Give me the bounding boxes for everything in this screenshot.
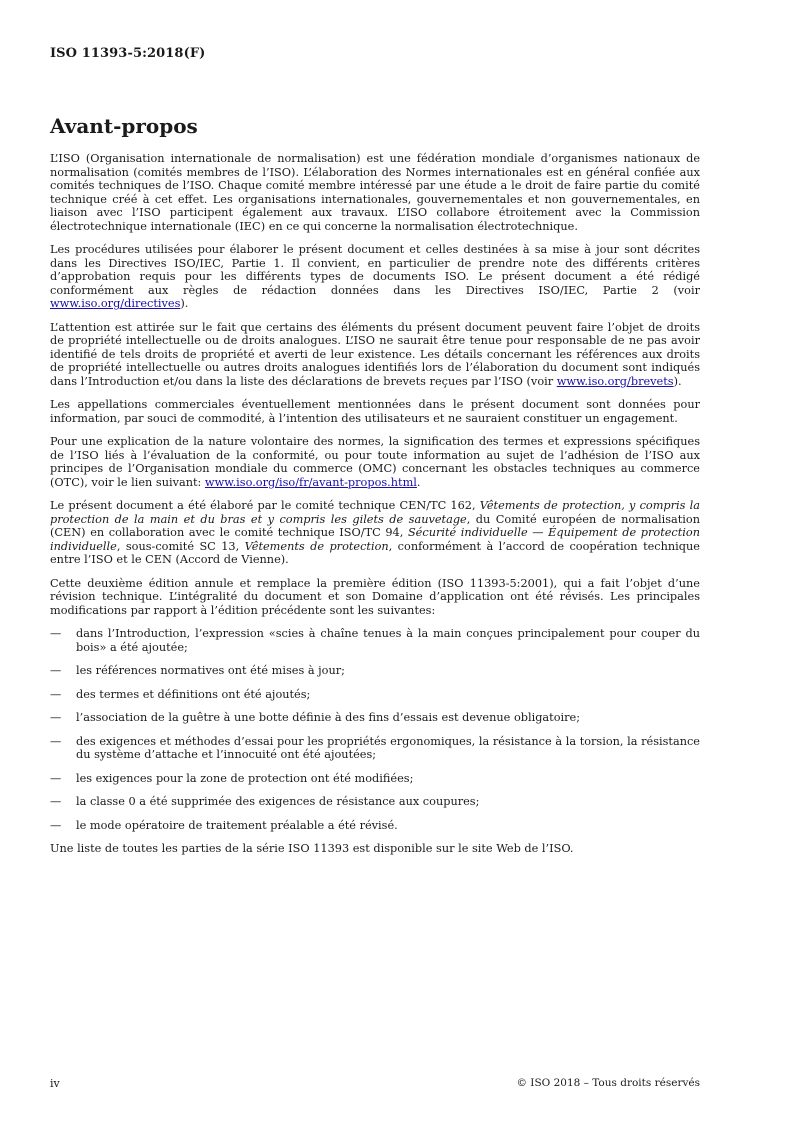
list-item [50, 772, 700, 786]
paragraph-6-g: , conformément à l’accord de coopération technique entre l’ISO et le CEN (Accord de Vienne). [50, 539, 700, 566]
dash-bullet: — [50, 734, 62, 748]
dash-bullet: — [50, 771, 62, 785]
list-item [50, 795, 700, 809]
page-title: Avant-propos [50, 114, 198, 138]
paragraph-2-end: ). [180, 297, 189, 310]
paragraph-3 [50, 321, 700, 389]
list-item [50, 664, 700, 678]
paragraph-6-a: Le présent document a été élaboré par le comité technique CEN/TC 162, [50, 499, 480, 512]
dash-bullet: — [50, 664, 62, 677]
paragraph-6-f: Vêtements de protection [244, 539, 389, 553]
dash-bullet: — [50, 795, 62, 808]
foreword-body [50, 152, 700, 866]
dash-bullet: — [50, 818, 62, 832]
paragraph-2 [50, 243, 700, 311]
list-item-text: la classe 0 a été supprimée des exigences de résistance aux coupures; [76, 795, 480, 808]
paragraph-5 [50, 435, 700, 489]
dash-bullet: — [50, 687, 62, 701]
list-item-text: l’association de la guêtre à une botte définie à des fins d’essais est devenue obligatoire; [76, 711, 581, 724]
dash-bullet: — [50, 627, 62, 640]
paragraph-6-b: Vêtements de protection, y compris la protection de la main et du bras et y compris les gilets de sauvetage [50, 499, 700, 526]
paragraph-5-end: . [416, 475, 421, 489]
paragraph-3-text: L’attention est attirée sur le fait que certains des éléments du présent document peuvent faire l’objet de droits de propriété intellectuelle ou de droits analogues. L’ISO ne saurait être tenue pour responsable de ne pas avoir identifié de tels droits de propriété et averti de leur existence. Les détails concernant les références aux droits de propriété intellectuelle ou autres droits analogues identifiés lors de l’élaboration du document sont indiqués dans l’Introduction et/ou dans la liste des déclarations de brevets reçues par l’ISO (voir [50, 320, 700, 388]
list-item-text: des exigences et méthodes d’essai pour les propriétés ergonomiques, la résistance à la torsion, la résistance du système d’attache et l’innocuité ont été ajoutées; [76, 734, 700, 761]
list-item-text: des termes et définitions ont été ajoutés; [76, 687, 311, 701]
list-item [50, 711, 700, 725]
directives-link[interactable]: www.iso.org/directives [50, 297, 181, 310]
paragraph-8: Une liste de toutes les parties de la série ISO 11393 est disponible sur le site Web de l’ISO. [50, 842, 574, 855]
paragraph-6 [50, 499, 700, 567]
list-item-text: dans l’Introduction, l’expression «scies à chaîne tenues à la main conçues principalement pour couper du bois» a été ajoutée; [76, 627, 700, 654]
list-item-text: le mode opératoire de traitement préalable a été révisé. [76, 818, 398, 832]
document-id: ISO 11393-5:2018(F) [50, 46, 206, 61]
copyright-notice: © ISO 2018 – Tous droits réservés [516, 1077, 700, 1089]
paragraph-7: Cette deuxième édition annule et remplace la première édition (ISO 11393-5:2001), qui a fait l’objet d’une révision technique. L’intégralité du document et son Domaine d’application ont été révisés. Les principales modifications par rapport à l’édition précédente sont les suivantes: [50, 576, 700, 617]
list-item [50, 627, 700, 654]
paragraph-6-c: , du Comité européen de normalisation (CEN) en collaboration avec le comité technique ISO/TC 94, [50, 512, 700, 539]
paragraph-2-text: Les procédures utilisées pour élaborer le présent document et celles destinées à sa mise à jour sont décrites dans les Directives ISO/IEC, Partie 1. Il convient, en particulier de prendre note des différents critères d’approbation requis pour les différents types de documents ISO. Le présent document a été rédigé conformément aux règles de rédaction données dans les Directives ISO/IEC, Partie 2 (voir [50, 243, 700, 297]
paragraph-6-e: , sous-comité SC 13, [116, 539, 245, 553]
brevets-link[interactable]: www.iso.org/brevets [556, 374, 674, 388]
paragraph-5-text: Pour une explication de la nature volontaire des normes, la signification des termes et expressions spécifiques de l’ISO liés à l’évaluation de la conformité, ou pour toute information au sujet de l’adhésion de l’ISO aux principes de l’Organisation mondiale du commerce (OMC) concernant les obstacles techniques au commerce (OTC), voir le lien suivant: [50, 435, 700, 489]
page-number: iv [50, 1077, 60, 1090]
paragraph-6-d: Sécurité individuelle — Équipement de protection individuelle [50, 526, 700, 553]
paragraph-4: Les appellations commerciales éventuellement mentionnées dans le présent document sont données pour information, par souci de commodité, à l’intention des utilisateurs et ne sauraient constituer un engagement. [50, 398, 700, 425]
changes-list [50, 627, 700, 832]
list-item [50, 735, 700, 762]
list-item-text: les références normatives ont été mises à jour; [76, 664, 345, 677]
list-item-text: les exigences pour la zone de protection ont été modifiées; [76, 771, 414, 785]
list-item [50, 819, 700, 833]
avant-propos-link[interactable]: www.iso.org/iso/fr/avant-propos.html [204, 475, 417, 489]
paragraph-1: L’ISO (Organisation internationale de normalisation) est une fédération mondiale d’organismes nationaux de normalisation (comités membres de l’ISO). L’élaboration des Normes internationales est en général confiée aux comités techniques de l’ISO. Chaque comité membre intéressé par une étude a le droit de faire partie du comité technique créé à cet effet. Les organisations internationales, gouvernementales et non gouvernementales, en liaison avec l’ISO participent également aux travaux. L’ISO collabore étroitement avec la Commission électrotechnique internationale (IEC) en ce qui concerne la normalisation électrotechnique. [50, 152, 700, 233]
list-item [50, 688, 700, 702]
paragraph-3-end: ). [673, 374, 682, 388]
dash-bullet: — [50, 711, 62, 724]
